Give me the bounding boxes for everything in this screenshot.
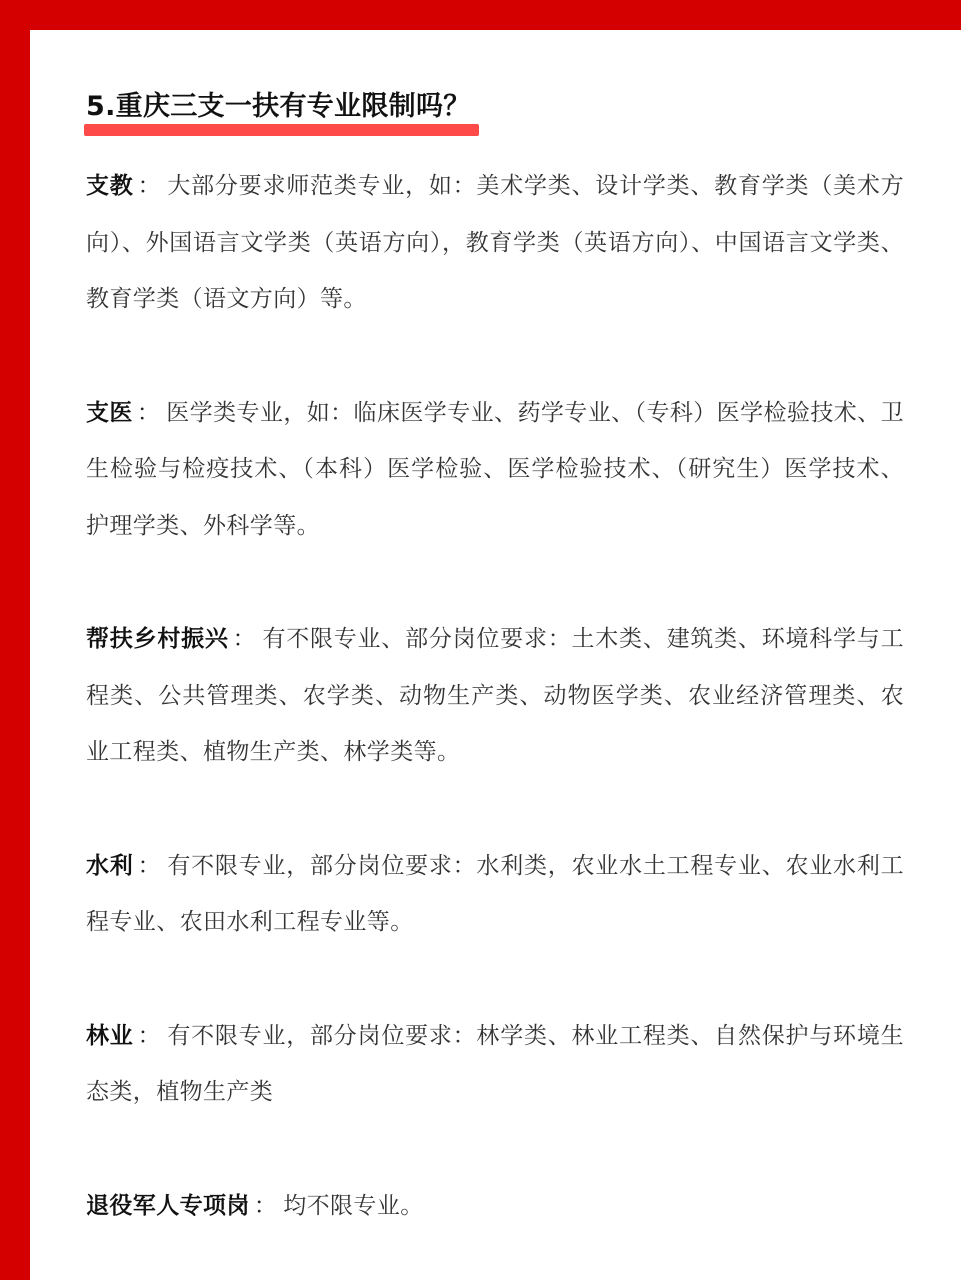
section-label: 林业 [86, 1022, 134, 1049]
section-colon: ： [137, 173, 162, 199]
section-water-conservancy [86, 838, 904, 951]
section-teaching [86, 158, 904, 328]
section-text: 有不限专业，部分岗位要求：林学类、林业工程类、自然保护与环境生态类，植物生产类 [86, 1022, 904, 1105]
section-rural-revitalization [86, 611, 904, 781]
section-label: 退役军人专项岗 [86, 1192, 250, 1219]
section-text: 有不限专业、部分岗位要求：土木类、建筑类、环境科学与工程类、公共管理类、农学类、动物生产类、动物医学类、农业经济管理类、农业工程类、植物生产类、林学类等。 [86, 626, 904, 765]
section-forestry [86, 1008, 904, 1121]
section-colon: ： [232, 626, 257, 652]
section-medical [86, 385, 904, 555]
section-label: 支医 [86, 399, 133, 426]
section-label: 支教 [86, 173, 134, 199]
section-colon: ： [253, 1192, 278, 1219]
section-text: 均不限专业。 [283, 1192, 424, 1219]
page-title: 5.重庆三支一扶有专业限制吗？ [86, 91, 471, 122]
section-text: 有不限专业，部分岗位要求：水利类，农业水土工程专业、农业水利工程专业、农田水利工程专业等。 [86, 852, 904, 935]
section-label: 帮扶乡村振兴 [86, 626, 229, 652]
section-text: 医学类专业，如：临床医学专业、药学专业、（专科）医学检验技术、卫生检验与检疫技术、（本科）医学检验、医学检验技术、（研究生）医学技术、护理学类、外科学等。 [86, 399, 904, 539]
section-label: 水利 [86, 852, 134, 879]
section-veterans [86, 1178, 904, 1235]
section-colon: ： [137, 852, 162, 879]
title-block [86, 90, 471, 140]
section-colon: ： [136, 399, 161, 426]
title-highlight-bar [84, 124, 479, 136]
section-text: 大部分要求师范类专业，如：美术学类、设计学类、教育学类（美术方向）、外国语言文学类（英语方向），教育学类（英语方向）、中国语言文学类、教育学类（语文方向）等。 [86, 173, 904, 312]
section-colon: ： [137, 1022, 162, 1049]
article-body [86, 158, 904, 1234]
content-card [30, 30, 961, 1280]
